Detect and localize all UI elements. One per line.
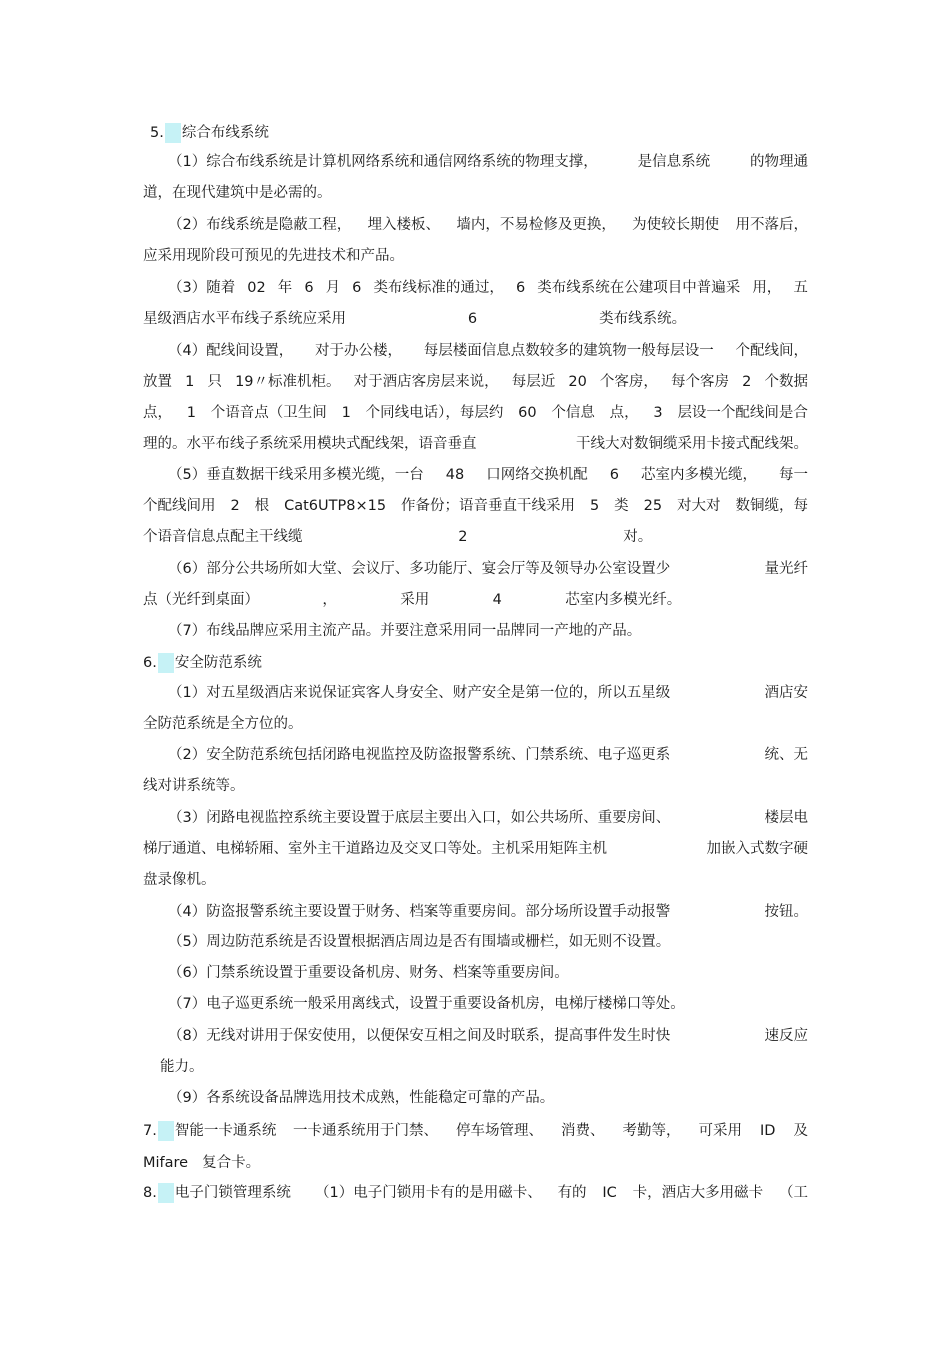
text-line [168, 745, 808, 765]
text-run: 芯室内多模光缆， [640, 467, 757, 483]
text-line [168, 621, 808, 641]
text-run: 一卡通系统用于门禁、 [293, 1123, 438, 1139]
text-line [168, 902, 808, 922]
text-run: 个数据 [764, 374, 808, 390]
text-run: 6 [515, 280, 526, 296]
text-run: 每个客房 [671, 374, 730, 390]
text-run: 个语音信息点配主干线缆 [143, 529, 303, 545]
text-line [143, 434, 808, 454]
text-run: 复合卡。 [202, 1155, 261, 1171]
text-line [143, 496, 808, 516]
text-run: 6 [609, 467, 619, 483]
text-run: IC [602, 1185, 617, 1201]
text-line [168, 932, 808, 952]
text-run: ID [760, 1123, 776, 1139]
text-run: 点， [143, 405, 172, 421]
text-run: 点（光纤到桌面） [143, 592, 259, 608]
text-run: 25 [643, 498, 663, 514]
text-run: （8）无线对讲用于保安使用，以便保安互相之间及时联系，提高事件发生时快 [168, 1028, 671, 1044]
text-run: 02 [247, 280, 266, 296]
text-run: 速反应 [764, 1028, 808, 1044]
text-run: （6）门禁系统设置于重要设备机房、财务、档案等重要房间。 [168, 965, 569, 981]
text-run: 3 [653, 405, 663, 421]
text-run: （7）布线品牌应采用主流产品。并要注意采用同一品牌同一产地的产品。 [168, 623, 642, 639]
text-run: 只 [207, 374, 222, 390]
text-line [168, 808, 808, 828]
text-line [168, 215, 808, 235]
text-run: 2 [230, 498, 240, 514]
text-line [168, 152, 808, 172]
text-line [168, 341, 808, 361]
text-run: 对大对 [677, 498, 721, 514]
text-run: 根 [254, 498, 270, 514]
text-line [143, 839, 808, 859]
highlight-mark [158, 653, 174, 673]
text-run: 个语音点（卫生间 [210, 405, 327, 421]
text-run: 个客房， [599, 374, 658, 390]
text-run: 放置 [143, 374, 172, 390]
text-run: 可采用 [698, 1123, 742, 1139]
text-run: 为使较长期使 [632, 217, 720, 233]
text-run: 道，在现代建筑中是必需的。 [143, 185, 332, 201]
text-run: 6 [467, 311, 478, 327]
text-run: 埋入楼板、 [367, 217, 441, 233]
text-run: 及 [793, 1123, 808, 1139]
text-line [168, 994, 808, 1014]
text-run: 是信息系统 [637, 154, 711, 170]
text-run: 楼层电 [764, 810, 808, 826]
text-run: 干线大对数铜缆采用卡接式配线架。 [576, 436, 808, 452]
text-run: 五 [793, 280, 808, 296]
text-run: 加嵌入式数字硬 [706, 841, 808, 857]
text-line [160, 1057, 825, 1077]
highlight-mark [158, 1183, 174, 1203]
highlight-mark [165, 123, 181, 143]
section-heading [143, 653, 262, 673]
highlight-mark [158, 1121, 174, 1141]
text-run: 能力。 [160, 1059, 204, 1075]
section-number: 5. [150, 125, 164, 141]
section-heading [143, 1183, 291, 1203]
text-run: 全防范系统是全方位的。 [143, 716, 303, 732]
section-title: 智能一卡通系统 [174, 1123, 277, 1139]
text-run: 年 [277, 280, 293, 296]
text-run: 层设一个配线间是合 [677, 405, 808, 421]
text-line [168, 559, 808, 579]
text-run: （1）对五星级酒店来说保证宾客人身安全、财产安全是第一位的，所以五星级 [168, 685, 671, 701]
text-run: 对于办公楼， [314, 343, 402, 359]
text-line [168, 963, 808, 983]
text-run: ， [322, 592, 337, 608]
text-line [143, 870, 808, 890]
text-run: 考勤等， [622, 1123, 681, 1139]
section-title: 安全防范系统 [174, 655, 262, 671]
text-run: （3）闭路电视监控系统主要设置于底层主要出入口，如公共场所、重要房间、 [168, 810, 671, 826]
text-run: 量光纤 [764, 561, 808, 577]
text-run: 6 [304, 280, 314, 296]
text-line [293, 1121, 808, 1141]
text-run: 星级酒店水平布线子系统应采用 [143, 311, 346, 327]
text-line [143, 590, 808, 610]
text-run: 采用 [400, 592, 430, 608]
section-title: 电子门锁管理系统 [174, 1185, 291, 1201]
text-run: （工 [778, 1185, 808, 1201]
text-run: 类布线系统在公建项目中普遍采 [537, 280, 741, 296]
text-run: 点， [609, 405, 639, 421]
text-run: 2 [742, 374, 752, 390]
text-run: 1 [341, 405, 351, 421]
text-run: （4）防盗报警系统主要设置于财务、档案等重要房间。部分场所设置手动报警 [168, 904, 671, 920]
text-run: 卡，酒店大多用磁卡 [632, 1185, 764, 1201]
text-run: Cat6UTP8×15 [284, 498, 387, 514]
text-run: 按钮。 [764, 904, 808, 920]
text-run: （7）电子巡更系统一般采用离线式，设置于重要设备机房，电梯厅楼梯口等处。 [168, 996, 685, 1012]
section-title: 综合布线系统 [181, 125, 269, 141]
text-line [143, 1153, 808, 1173]
text-run: 个信息 [551, 405, 595, 421]
text-run: 用不落后， [735, 217, 808, 233]
text-run: （2）布线系统是隐蔽工程， [168, 217, 352, 233]
text-run: 停车场管理、 [456, 1123, 543, 1139]
text-run: 每层楼面信息点数较多的建筑物一般每层设一 [423, 343, 714, 359]
section-number: 8. [143, 1185, 157, 1201]
text-run: 48 [445, 467, 465, 483]
text-line [143, 309, 808, 329]
text-run: （2）安全防范系统包括闭路电视监控及防盗报警系统、门禁系统、电子巡更系 [168, 747, 671, 763]
text-run: 类布线标准的通过， [373, 280, 504, 296]
text-run: 口网络交换机配 [486, 467, 588, 483]
text-run: （1）电子门锁用卡有的是用磁卡、 [315, 1185, 542, 1201]
text-run: 作备份；语音垂直干线采用 [401, 498, 576, 514]
text-line [143, 527, 808, 547]
section-number: 7. [143, 1123, 157, 1139]
section-heading [150, 123, 269, 143]
text-run: 酒店安 [764, 685, 808, 701]
text-line [143, 183, 808, 203]
text-run: 月 [325, 280, 341, 296]
text-run: 消费、 [561, 1123, 605, 1139]
text-run: 数铜缆，每 [735, 498, 808, 514]
text-line [168, 278, 808, 298]
text-run: 统、无 [764, 747, 808, 763]
text-line [168, 465, 808, 485]
text-run: 个同线电话），每层约 [365, 405, 504, 421]
text-line [143, 714, 808, 734]
text-line [168, 1026, 808, 1046]
text-run: 有的 [557, 1185, 587, 1201]
text-run: 1 [185, 374, 195, 390]
text-line [168, 683, 808, 703]
text-line [143, 246, 808, 266]
text-run: 5 [589, 498, 600, 514]
text-run: 1 [186, 405, 197, 421]
text-run: 用， [752, 280, 782, 296]
text-run: 理的。水平布线子系统采用模块式配线架，语音垂直 [143, 436, 477, 452]
text-run: 应采用现阶段可预见的先进技术和产品。 [143, 248, 404, 264]
text-line [315, 1183, 808, 1203]
text-run: （1）综合布线系统是计算机网络系统和通信网络系统的物理支撑， [168, 154, 598, 170]
text-run: 4 [492, 592, 502, 608]
text-run: （9）各系统设备品牌选用技术成熟，性能稳定可靠的产品。 [168, 1090, 555, 1106]
text-run: 类布线系统。 [599, 311, 687, 327]
text-run: 个配线间用 [143, 498, 216, 514]
text-run: 每一 [779, 467, 808, 483]
text-run: （6）部分公共场所如大堂、会议厅、多功能厅、宴会厅等及领导办公室设置少 [168, 561, 671, 577]
text-run: 盘录像机。 [143, 872, 216, 888]
text-run: 60 [518, 405, 537, 421]
text-run: 19〃标准机柜。 [235, 374, 341, 390]
text-run: （3）随着 [168, 280, 236, 296]
text-run: （4）配线间设置， [168, 343, 294, 359]
text-run: 2 [458, 529, 468, 545]
text-run: 线对讲系统等。 [143, 778, 245, 794]
text-line [143, 372, 808, 392]
section-number: 6. [143, 655, 157, 671]
text-run: 对。 [623, 529, 653, 545]
text-run: 6 [352, 280, 362, 296]
text-run: 类 [614, 498, 629, 514]
text-run: Mifare [143, 1155, 189, 1171]
text-run: 墙内，不易检修及更换， [456, 217, 616, 233]
text-run: 芯室内多模光纤。 [565, 592, 682, 608]
text-run: 20 [568, 374, 587, 390]
text-run: （5）周边防范系统是否设置根据酒店周边是否有围墙或栅栏，如无则不设置。 [168, 934, 671, 950]
text-run: 对于酒店客房层来说， [353, 374, 499, 390]
text-run: 梯厅通道、电梯轿厢、室外主干道路边及交叉口等处。主机采用矩阵主机 [143, 841, 607, 857]
text-line [168, 1088, 808, 1108]
text-run: 的物理通 [749, 154, 808, 170]
text-run: 个配线间， [735, 343, 808, 359]
text-run: 每层近 [511, 374, 556, 390]
section-heading [143, 1121, 276, 1141]
text-run: （5）垂直数据干线采用多模光缆，一台 [168, 467, 424, 483]
text-line [143, 776, 808, 796]
text-line [143, 403, 808, 423]
